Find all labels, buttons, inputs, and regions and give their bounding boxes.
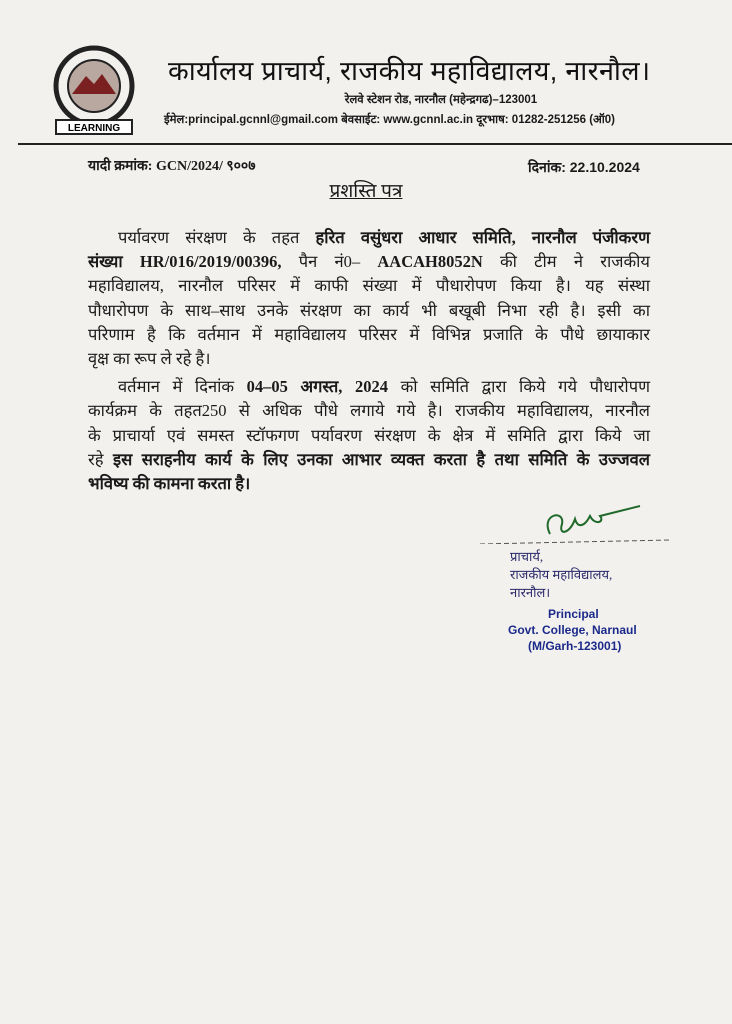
text-segment: को समिति द्वारा किये गये पौधारोपण (387, 377, 650, 397)
text-segment: परिणाम है कि वर्तमान में महाविद्यालय परिसर में विभिन्न प्रजाति के पौधे छायाकार (88, 324, 650, 344)
stamp-principal: Principal (548, 607, 599, 621)
svg-text:LEARNING: LEARNING (67, 123, 121, 134)
document-heading: प्रशस्ति पत्र (329, 181, 403, 202)
text-segment: भविष्य की कामना करता है। (88, 473, 251, 493)
text-segment: महाविद्यालय, नारनौल परिसर में काफी संख्या में पौधारोपण किया है। यह संस्था (88, 276, 650, 296)
body-line (88, 375, 650, 399)
letter-date: दिनांक: 22.10.2024 (528, 159, 640, 175)
stamp-pin: (M/Garh-123001) (528, 639, 622, 653)
body-line (88, 323, 650, 347)
text-segment: पर्यावरण संरक्षण के तहत (118, 228, 316, 247)
text-segment: कार्यक्रम के तहत250 से अधिक पौधे लगाये गये है। राजकीय महाविद्यालय, नारनौल (88, 401, 650, 421)
text-segment: रहे (88, 449, 113, 469)
contact-info: ईमेल:principal.gcnnl@gmail.com बेवसाईट: www.gcnnl.ac.in दूरभाष: 01282-251256 (ऑ0) (164, 114, 616, 126)
body-line (88, 399, 650, 423)
text-segment: हरित वसुंधरा आधार समिति, नारनौल पंजीकरण (315, 228, 650, 247)
header-divider (18, 143, 732, 145)
text-segment: वृक्ष का रूप ले रहे है। (88, 348, 211, 368)
body-line (88, 448, 650, 472)
text-segment: AACAH8052N (377, 252, 483, 272)
signatory-place: नारनौल। (510, 585, 551, 600)
body-line (88, 250, 650, 274)
text-segment: पौधारोपण के साथ–साथ उनके संरक्षण का कार्य भी बखूबी निभा रही है। इसी का (88, 300, 650, 320)
body-line (88, 226, 650, 250)
address: रेलवे स्टेशन रोड, नारनौल (महेन्द्रगढ)–123001 (344, 94, 538, 106)
reference-number: यादी क्रमांक: GCN/2024/ ९००७ (88, 159, 256, 174)
signature-scribble-icon (470, 504, 690, 544)
signatory-college: राजकीय महाविद्यालय, (510, 567, 613, 582)
text-segment: 04–05 अगस्त, 2024 (246, 377, 388, 397)
text-segment: पैन नं0– (298, 252, 378, 272)
signature-block (470, 504, 690, 664)
body-line (88, 274, 650, 298)
text-segment: के प्राचार्या एवं समस्त स्टॉफगण पर्यावरण संरक्षण के क्षेत्र में समिति द्वारा किये जा (88, 425, 650, 445)
office-title: कार्यालय प्राचार्य, राजकीय महाविद्यालय, नारनौल। (168, 56, 651, 86)
body-line (88, 424, 650, 448)
text-segment: इस सराहनीय कार्य के लिए उनका आभार व्यक्त करता है तथा समिति के उज्जवल (112, 449, 650, 469)
stamp-college: Govt. College, Narnaul (508, 623, 637, 637)
body-line (88, 472, 650, 496)
body-line (88, 299, 650, 323)
text-segment: HR/016/2019/00396, (139, 252, 299, 272)
letter-body (88, 226, 650, 496)
signatory-title: प्राचार्य, (510, 549, 544, 564)
text-segment: की टीम ने राजकीय (482, 252, 650, 272)
body-line (88, 347, 650, 371)
text-segment: वर्तमान में दिनांक (118, 377, 247, 397)
text-segment: संख्या (88, 252, 140, 272)
